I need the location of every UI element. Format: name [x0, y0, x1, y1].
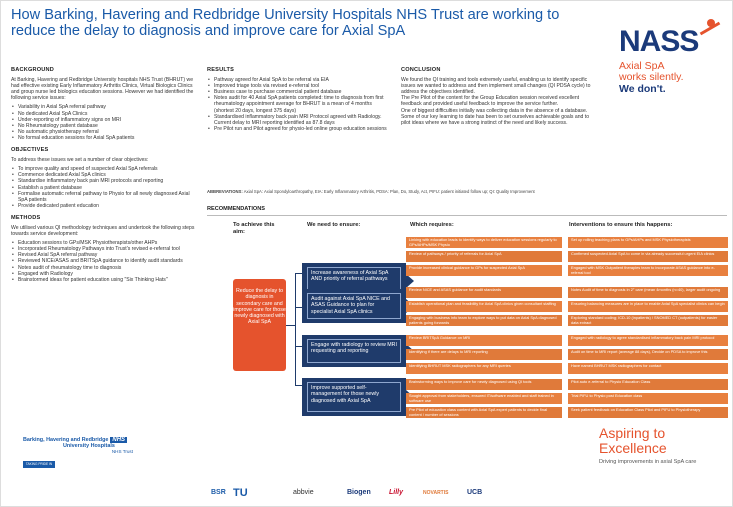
objectives-text: To address these issues we set a number of clear objectives:	[11, 157, 149, 164]
taking-pride-badge: TAKING PRIDE IN OUR CARE	[23, 461, 55, 468]
intervention-bar: Have named BHRUT MSK radiographers for contact	[568, 363, 728, 374]
methods-list	[11, 240, 199, 283]
requirement-bar: Establish operational plan and feasibility for Axial SpA clinics given consultant staffing	[406, 301, 562, 312]
intervention-bar: Ensuring balancing measures are in place to enable Axial SpA specialist clinics can begin	[568, 301, 728, 312]
nass-logo-block	[619, 27, 729, 95]
left-column	[11, 67, 199, 286]
trust-name: Barking, Havering and Redbridge	[23, 437, 109, 443]
arrow-icon	[406, 274, 414, 288]
list-item: • Pathway agreed for Axial SpA to be referral via EIA	[207, 77, 387, 83]
intervention-bar: Pilot auto e-referral to Physio Education Class	[568, 379, 728, 390]
trust-sub: NHS Trust	[111, 449, 133, 455]
requirement-bar: Review of pathways / priority of referrals for Axial SpA	[406, 251, 562, 262]
list-item: • Incorporated Rheumatology Pathways into Trust's revised e-referral tool	[11, 246, 199, 252]
need-box-radiology	[302, 335, 406, 367]
intervention-bar: Engaged with MSK Outpatient therapies team to incorporate ASAS guidance into e-referral tool	[568, 265, 728, 276]
sponsor-logos	[211, 486, 541, 500]
conclusion-heading: CONCLUSION	[401, 67, 441, 73]
connector	[286, 325, 295, 326]
divider	[207, 215, 727, 216]
list-item: • No automatic physiotherapy referral	[11, 129, 199, 135]
conclusion-paragraph: Some of our key learning to date has been to set ourselves achievable goals and to pilot ideas where we have a strong instinct of the need and likely success.	[401, 113, 590, 126]
nhs-logo: NHS	[112, 437, 126, 443]
need-box-audit	[302, 289, 406, 323]
connector	[295, 346, 302, 347]
sponsor-logo: TU	[233, 487, 248, 499]
right-column	[401, 67, 591, 129]
intervention-bar: Exploring standard coding; ICD-10 (inpatients) / SNOMED CT (outpatients) for easier data extract	[568, 315, 728, 326]
aspiring-line-2: Excellence	[599, 440, 667, 456]
col-header-aim: To achieve this aim:	[233, 222, 275, 235]
middle-column	[207, 67, 387, 135]
recommendations-heading: RECOMMENDATIONS	[207, 206, 266, 212]
list-item: • Standardise inflammatory back pain MRI protocols and reporting	[11, 178, 199, 184]
list-item: • No Rheumatology patient database	[11, 123, 199, 129]
trust-logo	[23, 437, 183, 456]
intervention-bar: Notes Audit of time to diagnosis in 2° care (mean 4months (n=40), larger audit ongoing	[568, 287, 728, 298]
list-item: • Provide dedicated patient education	[11, 203, 199, 209]
nass-tagline-3: We don't.	[619, 83, 666, 95]
intervention-bar: Set up rolling teaching plans to GPs/AHPs and MSK Physiotherapists	[568, 237, 728, 248]
nass-logo-text: NASS	[619, 25, 699, 58]
objectives-list	[11, 166, 199, 209]
requirement-bar: Brainstorming ways to improve care for newly diagnosed using QI tools	[406, 379, 562, 390]
need-box-self-management	[302, 378, 406, 416]
list-item: • Education sessions to GPs/MSK Physiotherapists/other AHPs	[11, 240, 199, 246]
sponsor-logo: UCB	[467, 489, 483, 496]
list-item: • Under-reporting of inflammatory signs on MRI	[11, 117, 199, 123]
col-header-need: We need to ensure:	[307, 222, 361, 228]
requirement-bar: Review BRITSpA Guidance on MRI	[406, 335, 562, 346]
list-item: • No dedicated Axial SpA Clinics	[11, 111, 199, 117]
list-item: • Notes audit for 40 Axial SpA patients completed: time to diagnosis from first rheumatology appointment average for BHRUT is a mean of 4 months (shortest 20 days, longest 375 days)	[207, 95, 387, 113]
connector	[295, 307, 302, 308]
aspiring-line-3: Driving improvements in axial SpA care	[599, 459, 697, 465]
need-text: Engage with radiology to review MRI requesting and reporting	[307, 339, 401, 363]
list-item: • Pre Pilot run and Pilot agreed for physio-led online group education sessions	[207, 126, 387, 132]
connector	[295, 385, 302, 386]
list-item: • Brainstormed ideas for patient education using "Six Thinking Hats"	[11, 277, 199, 283]
sponsor-logo: NOVARTIS	[423, 490, 449, 496]
nass-tagline-1: Axial SpA	[619, 60, 665, 72]
poster-title: How Barking, Havering and Redbridge University Hospitals NHS Trust are working to reduce the delay to diagnosis and improve care for Axial SpA	[11, 7, 560, 39]
requirement-bar: Identifying if there are delays to MRI reporting	[406, 349, 562, 360]
aspiring-line-1: Aspiring to	[599, 425, 666, 441]
intervention-bar: Seek patient feedback on Education Class Pilot and PIFU to Physiotherapy	[568, 407, 728, 418]
intervention-bar: Audit on time to MRI report (average 88 days), Decide on PDSA to improve this	[568, 349, 728, 360]
results-heading: RESULTS	[207, 67, 235, 73]
requirement-bar: Pre Pilot of education class content with Axial SpA expert patients to decide final content / number of sessions	[406, 407, 562, 418]
abbreviations	[207, 189, 727, 194]
list-item: • Engaged with Radiology	[11, 271, 199, 277]
requirement-bar: Review NICE and ASAS guidance for audit standards	[406, 287, 562, 298]
requirement-bar: Identifying BHRUT MSK radiographers for any MRI queries	[406, 363, 562, 374]
list-item: • Revised Axial SpA referral pathway	[11, 252, 199, 258]
list-item: • No formal education sessions for Axial SpA patients	[11, 135, 199, 141]
abbreviations-label: ABBREVIATIONS:	[207, 189, 243, 194]
background-text: At Barking, Havering and Redbridge University hospitals NHS Trust (BHRUT) we had effective existing Early Inflammatory Arthritis Clinics, Virtual Biologics Clinics and group nurse led biologics education sessions. However we had identified the following service issues:	[11, 77, 194, 102]
list-item: • Standardised inflammatory back pain MRI Protocol agreed with Radiology. Current delay to MRI reporting identified as 87.8 days	[207, 114, 387, 126]
sponsor-logo: abbvie	[293, 489, 314, 496]
need-text: Audit against Axial SpA NICE and ASAS Guidance to plan for specialist Axial SpA clinics	[307, 293, 401, 319]
sponsor-logo: Biogen	[347, 489, 371, 496]
nass-logo	[619, 27, 729, 57]
list-item: • Variability in Axial SpA referral pathway	[11, 104, 199, 110]
requirement-bar: Provide increased clinical guidance to GPs for suspected Axial SpA	[406, 265, 562, 276]
requirement-bar: Sought approval from stakeholders, ensured IT/software enabled and staff trained in software use	[406, 393, 562, 404]
list-item: • Improved triage tools via revised e-referral tool	[207, 83, 387, 89]
intervention-bar: Confirmed suspected Axial SpA to come in via already successful urgent EIA clinics	[568, 251, 728, 262]
methods-text: We utilised various QI methodology techniques and undertook the following steps towards service development:	[11, 224, 195, 238]
connector	[295, 273, 296, 385]
list-item: • Reviewed NICE/ASAS and BRITSpA guidance to identify audit standards	[11, 258, 199, 264]
conclusion-paragraph: One of biggest difficulties initially was collecting data in the absence of a database.	[401, 107, 588, 114]
sponsor-logo: BSR	[211, 489, 226, 496]
need-text: Increase awareness of Axial SpA AND priority of referral pathways	[307, 267, 401, 295]
list-item: • Notes audit of rheumatology time to diagnosis	[11, 265, 199, 271]
background-heading: BACKGROUND	[11, 67, 55, 73]
list-item: • Business case to purchase commercial patient database	[207, 89, 387, 95]
methods-heading: METHODS	[11, 214, 41, 221]
conclusion-paragraph: The Pre Pilot of the content for the Group Education session received excellent feedback and provided useful feedback to improve the service further.	[401, 95, 580, 108]
aim-box: Reduce the delay to diagnosis in secondary care and improve care for those newly diagnosed with Axial SpA	[233, 279, 286, 371]
aspiring-logo	[599, 425, 729, 465]
trust-name-2: University Hospitals	[63, 443, 115, 450]
intervention-bar: Engaged with radiology to agree standardised inflammatory back pain MRI protocol	[568, 335, 728, 346]
requirement-bar: Linking with education leads to identify ways to deliver education sessions regularly to GPs/AHPs/MSK Physio	[406, 237, 562, 248]
list-item: • Establish a patient database	[11, 185, 199, 191]
list-item: • Formalise automatic referral pathway to Physio for all newly diagnosed Axial SpA patients	[11, 191, 199, 203]
sponsor-logo: Lilly	[389, 489, 404, 496]
connector	[295, 273, 302, 274]
list-item: • To improve quality and speed of suspected Axial SpA referrals	[11, 166, 199, 172]
list-item: • Commence dedicated Axial SpA clinics	[11, 172, 199, 178]
intervention-bar: Trial PIFU to Physio post Education class	[568, 393, 728, 404]
need-text: Improve supported self-management for those newly diagnosed with Axial SpA	[307, 382, 401, 412]
results-list	[207, 77, 387, 132]
col-header-requires: Which requires:	[410, 222, 454, 228]
requirement-bar: Engaging with business info team to explore ways to put data on Axial SpA diagnosed patients going forwards	[406, 315, 562, 326]
conclusion-paragraph: We found the QI training and tools extremely useful, enabling us to identify specific issues we wanted to address and then implement small changes (QI PDSA cycle) to address the objectives identified.	[401, 77, 591, 96]
col-header-interventions: Interventions to ensure this happens:	[569, 222, 673, 228]
background-list	[11, 104, 199, 141]
nass-tagline-2: works silently.	[619, 71, 684, 83]
abbreviations-text: Axial SpA: Axial Spondyloarthropathy, EIA: Early Inflammatory Arthritis, PDSA: Plan, Do, Study, Act, PIFU: patient initiated follow up; QI: Quality Improvement	[243, 189, 535, 194]
objectives-heading: OBJECTIVES	[11, 147, 49, 154]
